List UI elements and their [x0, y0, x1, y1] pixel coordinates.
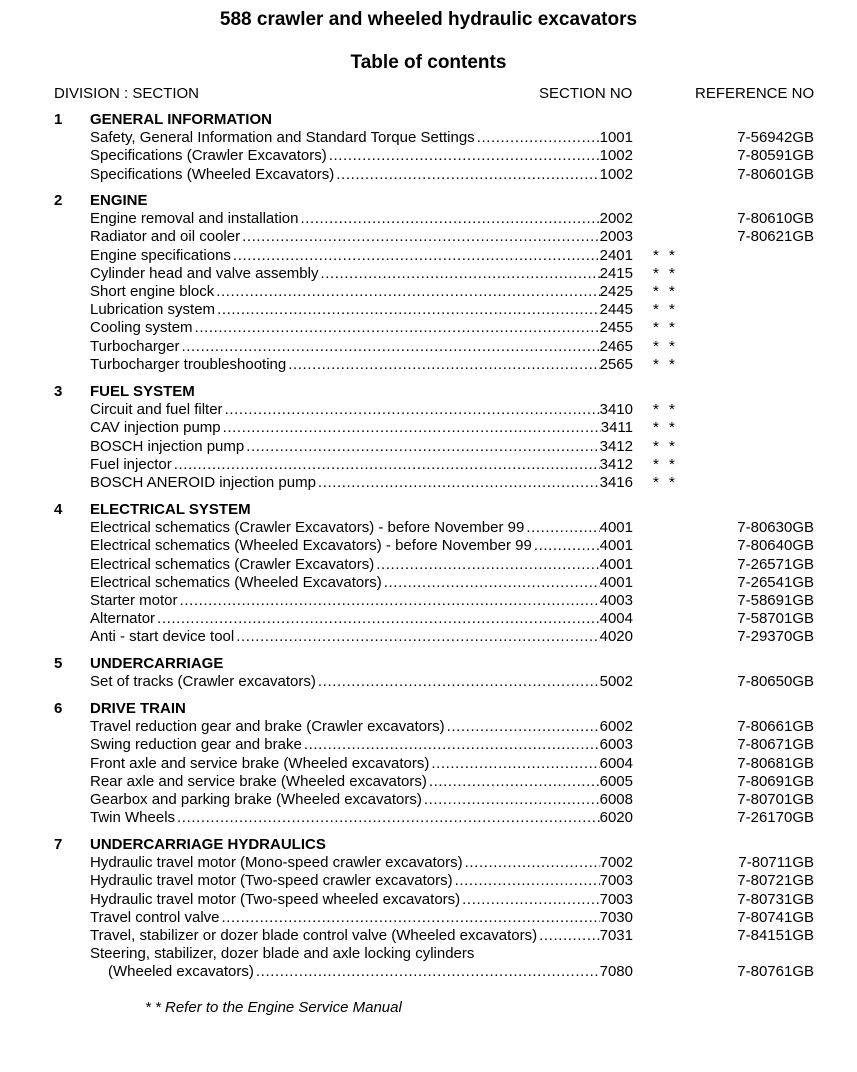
engine-manual-marker: * *	[653, 283, 678, 300]
toc-entry-row	[90, 556, 633, 574]
dot-leader	[223, 419, 601, 437]
toc-entry-name: Electrical schematics (Crawler Excavators)	[90, 555, 375, 573]
toc-entry-name: Specifications (Wheeled Excavators)	[90, 165, 335, 183]
toc-entry-row	[90, 791, 633, 809]
toc-entry-row	[90, 537, 633, 555]
reference-number: 7-80691GB	[737, 772, 814, 790]
section-number: 6020	[599, 809, 633, 827]
reference-number: 7-80630GB	[737, 519, 814, 537]
section-number: 1002	[599, 165, 633, 183]
dot-leader	[336, 166, 599, 184]
section-number: 1002	[599, 147, 633, 165]
division-name: ELECTRICAL SYSTEM	[90, 501, 251, 518]
toc-entry-row	[90, 854, 633, 872]
section-number: 2003	[599, 228, 633, 246]
section-number: 7030	[599, 908, 633, 926]
toc-entry-row	[90, 129, 633, 147]
toc-entry-row	[90, 401, 633, 419]
toc-entry-name: Electrical schematics (Wheeled Excavators)	[90, 573, 382, 591]
toc-entry-name: Travel reduction gear and brake (Crawler excavators)	[90, 718, 445, 736]
reference-number: 7-56942GB	[737, 129, 814, 147]
section-number: 7031	[599, 927, 633, 944]
dot-leader	[222, 909, 600, 927]
toc-entry-name: Travel control valve	[90, 908, 220, 926]
division-number: 7	[54, 836, 63, 853]
section-number: 4020	[599, 628, 633, 646]
dot-leader	[217, 301, 600, 319]
toc-entry-name: Cylinder head and valve assembly	[90, 264, 319, 282]
dot-leader	[174, 456, 600, 474]
toc-entry-row	[90, 301, 633, 319]
dot-leader	[242, 228, 600, 246]
dot-leader	[429, 773, 600, 791]
toc-entry-row	[90, 228, 633, 246]
reference-number: 7-80591GB	[737, 147, 814, 165]
reference-number: 7-80761GB	[737, 963, 814, 981]
section-number: 7002	[599, 854, 633, 872]
dot-leader	[233, 247, 600, 265]
reference-number: 7-80741GB	[737, 908, 814, 926]
toc-entry-row	[90, 474, 633, 492]
reference-number: 7-26571GB	[737, 555, 814, 573]
division-number: 4	[54, 501, 63, 518]
engine-manual-marker: * *	[653, 401, 678, 419]
reference-number: 7-80721GB	[737, 872, 814, 890]
toc-entry-name: Twin Wheels	[90, 809, 176, 827]
dot-leader	[216, 283, 599, 301]
toc-entry-row	[90, 519, 633, 537]
toc-entry-name: Turbocharger troubleshooting	[90, 355, 287, 373]
toc-entry-row	[90, 419, 633, 437]
section-number: 3410	[599, 401, 633, 419]
division-name: UNDERCARRIAGE HYDRAULICS	[90, 836, 326, 853]
toc-entry-name: Electrical schematics (Wheeled Excavators) - before November 99	[90, 537, 532, 555]
toc-entry-name: Rear axle and service brake (Wheeled excavators)	[90, 772, 427, 790]
dot-leader	[180, 592, 600, 610]
toc-entry-name: Starter motor	[90, 592, 178, 609]
division-number: 5	[54, 655, 63, 672]
section-number: 2415	[599, 264, 633, 282]
section-number: 6005	[599, 772, 633, 790]
section-number: 1001	[599, 129, 633, 147]
section-number: 4001	[599, 573, 633, 591]
dot-leader	[304, 736, 600, 754]
section-number: 7003	[599, 872, 633, 890]
toc-entry-row	[90, 736, 633, 754]
toc-entry-name: BOSCH injection pump	[90, 437, 245, 455]
dot-leader	[462, 891, 599, 909]
dot-leader	[177, 809, 600, 827]
toc-entry-name: BOSCH ANEROID injection pump	[90, 474, 316, 491]
division-number: 6	[54, 700, 63, 717]
section-number: 2002	[599, 210, 633, 228]
toc-entry-row	[90, 909, 633, 927]
toc-entry-row	[90, 628, 633, 646]
toc-entry-row	[90, 809, 633, 827]
reference-number: 7-26170GB	[737, 809, 814, 827]
reference-number: 7-26541GB	[737, 573, 814, 591]
section-number: 4001	[599, 519, 633, 537]
dot-leader	[455, 872, 600, 890]
reference-number: 7-29370GB	[737, 628, 814, 646]
toc-entry-name: CAV injection pump	[90, 419, 221, 437]
toc-entry-name: Hydraulic travel motor (Two-speed crawler excavators)	[90, 872, 453, 890]
engine-manual-marker: * *	[653, 246, 678, 264]
reference-number: 7-80601GB	[737, 165, 814, 183]
reference-no-header: REFERENCE NO	[695, 85, 815, 102]
document-title: 588 crawler and wheeled hydraulic excavators	[219, 9, 638, 30]
dot-leader	[195, 319, 600, 337]
section-number: 2455	[599, 319, 633, 337]
toc-entry-name: Turbocharger	[90, 337, 180, 355]
toc-entry-row	[90, 338, 633, 356]
dot-leader	[256, 963, 600, 981]
toc-entry-row	[90, 166, 633, 184]
toc-entry-row	[90, 773, 633, 791]
toc-entry-name: Lubrication system	[90, 301, 216, 319]
section-number: 3416	[599, 474, 633, 491]
dot-leader	[447, 718, 600, 736]
toc-entry-name: Hydraulic travel motor (Two-speed wheeled excavators)	[90, 890, 461, 908]
section-number: 6008	[599, 791, 633, 808]
reference-number: 7-80650GB	[737, 673, 814, 691]
toc-entry-row	[90, 872, 633, 890]
section-number: 2401	[599, 246, 633, 264]
toc-entry-row	[90, 755, 633, 773]
dot-leader	[225, 401, 600, 419]
section-number: 4001	[599, 537, 633, 555]
engine-manual-marker: * *	[653, 337, 678, 355]
section-number: 2445	[599, 301, 633, 319]
engine-manual-marker: * *	[653, 264, 678, 282]
engine-manual-marker: * *	[653, 437, 678, 455]
division-name: GENERAL INFORMATION	[90, 111, 272, 128]
reference-number: 7-80701GB	[737, 791, 814, 808]
toc-entry-name: Alternator	[90, 610, 156, 628]
dot-leader	[431, 755, 599, 773]
engine-manual-marker: * *	[653, 419, 678, 437]
section-number: 3411	[600, 419, 633, 437]
section-number: 4004	[599, 610, 633, 628]
dot-leader	[465, 854, 600, 872]
dot-leader	[329, 147, 600, 165]
toc-entry-name: Safety, General Information and Standard Torque Settings	[90, 129, 475, 147]
document-subtitle: Table of contents	[350, 52, 507, 73]
dot-leader	[376, 556, 599, 574]
section-no-header: SECTION NO	[539, 85, 633, 102]
engine-manual-marker: * *	[653, 301, 678, 319]
toc-entry-row	[90, 610, 633, 628]
engine-manual-marker: * *	[653, 319, 678, 337]
footnote: * * Refer to the Engine Service Manual	[145, 999, 402, 1016]
toc-entry-row	[90, 319, 633, 337]
toc-entry-row	[90, 456, 633, 474]
toc-entry-row	[90, 147, 633, 165]
toc-entry-row	[108, 963, 633, 981]
engine-manual-marker: * *	[653, 455, 678, 473]
division-name: DRIVE TRAIN	[90, 700, 186, 717]
toc-entry-name: Hydraulic travel motor (Mono-speed crawler excavators)	[90, 854, 463, 872]
reference-number: 7-58691GB	[737, 592, 814, 609]
reference-number: 7-80640GB	[737, 537, 814, 555]
toc-entry-name: Fuel injector	[90, 455, 172, 473]
dot-leader	[246, 438, 599, 456]
section-number: 4003	[599, 592, 633, 609]
toc-entry-row	[90, 265, 633, 283]
toc-entry-name: Circuit and fuel filter	[90, 401, 223, 419]
section-number: 2425	[599, 283, 633, 300]
engine-manual-marker: * *	[653, 355, 678, 373]
toc-entry-name: Gearbox and parking brake (Wheeled excavators)	[90, 791, 422, 808]
toc-entry-row	[90, 247, 633, 265]
dot-leader	[236, 628, 599, 646]
toc-entry-continuation: (Wheeled excavators)	[108, 963, 254, 981]
toc-entry-name: Cooling system	[90, 319, 193, 337]
section-number: 4001	[599, 555, 633, 573]
section-number: 7003	[599, 890, 633, 908]
toc-entry-name: Short engine block	[90, 283, 215, 300]
section-number: 2565	[599, 355, 633, 373]
section-number: 6004	[599, 754, 633, 772]
toc-entry-name: Radiator and oil cooler	[90, 228, 241, 246]
dot-leader	[318, 474, 600, 492]
dot-leader	[182, 338, 600, 356]
toc-entry-row	[90, 356, 633, 374]
reference-number: 7-58701GB	[737, 610, 814, 628]
toc-entry-name: Travel, stabilizer or dozer blade control valve (Wheeled excavators)	[90, 927, 538, 944]
division-number: 3	[54, 383, 63, 400]
dot-leader	[424, 791, 600, 809]
section-number: 5002	[599, 673, 633, 691]
reference-number: 7-80661GB	[737, 718, 814, 736]
toc-entry-name: Engine removal and installation	[90, 210, 299, 228]
section-number: 6002	[599, 718, 633, 736]
toc-entry-row	[90, 592, 633, 610]
toc-entry-row	[90, 673, 633, 691]
dot-leader	[157, 610, 600, 628]
toc-entry-name: Front axle and service brake (Wheeled excavators)	[90, 754, 430, 772]
division-name: ENGINE	[90, 192, 148, 209]
reference-number: 7-80731GB	[737, 890, 814, 908]
toc-entry-name: Steering, stabilizer, dozer blade and axle locking cylinders	[90, 945, 475, 963]
dot-leader	[526, 519, 599, 537]
toc-entry-row	[90, 210, 633, 228]
dot-leader	[318, 673, 600, 691]
dot-leader	[534, 537, 600, 555]
dot-leader	[384, 574, 600, 592]
toc-entry-row	[90, 891, 633, 909]
toc-entry-row	[90, 574, 633, 592]
reference-number: 7-80621GB	[737, 228, 814, 246]
reference-number: 7-84151GB	[737, 927, 814, 944]
toc-entry-name: Anti - start device tool	[90, 628, 235, 646]
reference-number: 7-80610GB	[737, 210, 814, 228]
dot-leader	[477, 129, 600, 147]
toc-entry-row	[90, 927, 633, 945]
dot-leader	[300, 210, 599, 228]
division-name: UNDERCARRIAGE	[90, 655, 224, 672]
dot-leader	[288, 356, 599, 374]
division-number: 2	[54, 192, 63, 209]
reference-number: 7-80681GB	[737, 754, 814, 772]
toc-entry-name: Set of tracks (Crawler excavators)	[90, 673, 316, 691]
section-number: 7080	[599, 963, 633, 981]
section-number: 2465	[599, 337, 633, 355]
section-number: 3412	[599, 437, 633, 455]
division-name: FUEL SYSTEM	[90, 383, 195, 400]
division-header: DIVISION : SECTION	[54, 85, 200, 102]
toc-entry-row	[90, 283, 633, 301]
toc-entry-row	[90, 718, 633, 736]
toc-entry-name: Engine specifications	[90, 246, 231, 264]
dot-leader	[320, 265, 599, 283]
toc-entry-name: Swing reduction gear and brake	[90, 736, 302, 754]
toc-entry-row	[90, 438, 633, 456]
division-number: 1	[54, 111, 63, 128]
section-number: 6003	[599, 736, 633, 754]
reference-number: 7-80711GB	[738, 854, 814, 872]
reference-number: 7-80671GB	[737, 736, 814, 754]
dot-leader	[539, 927, 599, 945]
engine-manual-marker: * *	[653, 474, 678, 491]
section-number: 3412	[599, 455, 633, 473]
toc-entry-name: Specifications (Crawler Excavators)	[90, 147, 327, 165]
toc-entry-name: Electrical schematics (Crawler Excavators) - before November 99	[90, 519, 525, 537]
